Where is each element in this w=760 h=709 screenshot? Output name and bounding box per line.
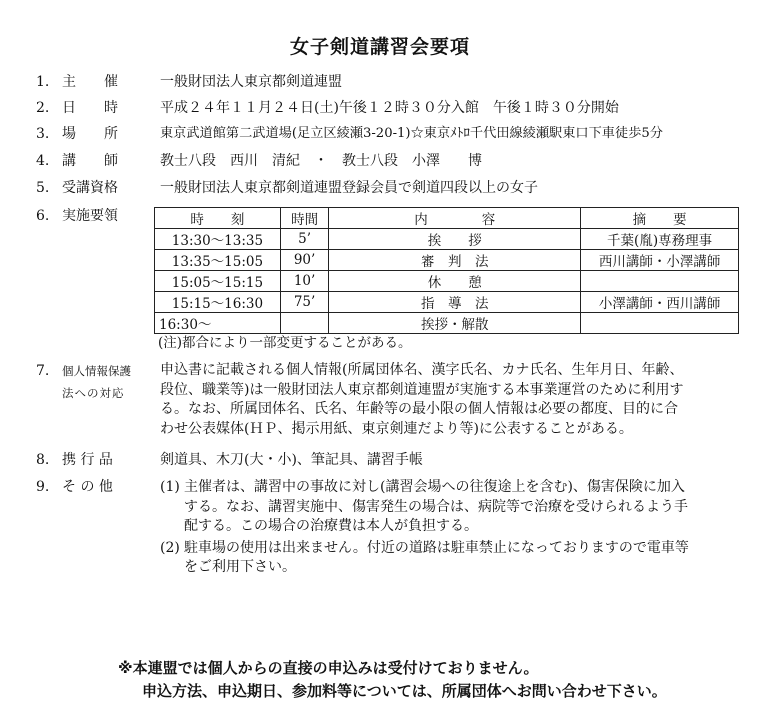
item-number: 2. xyxy=(36,100,50,116)
cell-content: 指 導 法 xyxy=(329,292,581,313)
cell-content: 挨拶・解散 xyxy=(329,313,581,334)
item-number: 7. xyxy=(36,363,50,379)
item-value: 教士八段 西川 清紀 ・ 教士八段 小澤 博 xyxy=(160,153,482,169)
item-value: 一般財団法人東京都剣道連盟 xyxy=(160,74,342,90)
cell-remarks: 千葉(胤)専務理事 xyxy=(581,229,739,250)
other-notes xyxy=(160,478,740,578)
item-label: 主 催 xyxy=(62,74,118,90)
note-line: する。なお、講習実施中、傷害発生の場合は、病院等で治療を受けられるよう手 xyxy=(184,498,688,515)
cell-duration: 10’ xyxy=(280,271,328,292)
cell-remarks: 西川講師・小澤講師 xyxy=(581,250,739,271)
item-label: 講 師 xyxy=(62,153,118,169)
cell-time: 16:30～ xyxy=(155,313,281,334)
item-datetime xyxy=(0,97,760,119)
paragraph-line: 段位、職業等)は一般財団法人東京都剣道連盟が実施する本事業運営のために利用す xyxy=(160,381,684,398)
cell-time: 13:30～13:35 xyxy=(155,229,281,250)
note-line: 配する。この場合の治療費は本人が負担する。 xyxy=(184,518,478,534)
document-title: 女子剣道講習会要項 xyxy=(289,36,470,58)
privacy-paragraph xyxy=(160,361,720,439)
item-number: 6. xyxy=(36,208,50,224)
note-marker: (1) xyxy=(160,479,180,495)
cell-content: 休 憩 xyxy=(329,271,581,292)
item-belongings xyxy=(0,449,760,471)
header-remarks: 摘 要 xyxy=(581,208,739,229)
item-label: そ の 他 xyxy=(62,479,113,495)
note-marker: (2) xyxy=(160,539,180,556)
item-organizer xyxy=(0,71,760,93)
item-number: 5. xyxy=(36,180,50,196)
other-note-1 xyxy=(160,478,740,537)
item-number: 8. xyxy=(36,452,50,468)
cell-remarks: 小澤講師・西川講師 xyxy=(581,292,739,313)
item-label: 実施要領 xyxy=(62,208,118,224)
cell-content: 審 判 法 xyxy=(329,250,581,271)
paragraph-line: 申込書に記載される個人情報(所属団体名、漢字氏名、カナ氏名、生年月日、年齢、 xyxy=(160,362,684,378)
header-duration: 時間 xyxy=(280,208,328,229)
schedule-table xyxy=(154,207,739,334)
schedule-note: (注)都合により一部変更することがある。 xyxy=(158,335,412,351)
cell-time: 15:15～16:30 xyxy=(155,292,281,313)
cell-content: 挨 拶 xyxy=(329,229,581,250)
paragraph-line: る。なお、所属団体名、氏名、年齢等の最小限の個人情報は必要の都度、目的に合 xyxy=(160,401,678,417)
item-label: 場 所 xyxy=(62,126,118,142)
note-line: 主催者は、講習中の事故に対し(講習会場への往復途上を含む)、傷害保険に加入 xyxy=(184,479,685,495)
item-value: 東京武道館第二武道場(足立区綾瀬3-20-1)☆東京ﾒﾄﾛ千代田線綾瀬駅東口下車徒歩5分 xyxy=(160,126,663,141)
item-value: 一般財団法人東京都剣道連盟登録会員で剣道四段以上の女子 xyxy=(160,180,538,196)
table-row xyxy=(155,229,739,250)
item-label: 日 時 xyxy=(62,100,118,116)
cell-time: 15:05～15:15 xyxy=(155,271,281,292)
other-note-2 xyxy=(160,539,740,578)
cell-time: 13:35～15:05 xyxy=(155,250,281,271)
table-row xyxy=(155,292,739,313)
item-number: 4. xyxy=(36,153,50,169)
item-label xyxy=(62,360,131,404)
table-row xyxy=(155,271,739,292)
cell-duration: 90’ xyxy=(280,250,328,271)
item-value: 平成２４年１１月２４日(土)午後１２時３０分入館 午後１時３０分開始 xyxy=(160,100,619,116)
note-line: をご利用下さい。 xyxy=(184,559,296,575)
schedule-header-row xyxy=(155,208,739,229)
cell-duration: 5’ xyxy=(280,229,328,250)
item-number: 9. xyxy=(36,479,50,495)
label-line: 法への対応 xyxy=(62,386,125,400)
header-time: 時 刻 xyxy=(155,208,281,229)
item-number: 1. xyxy=(36,74,50,90)
item-label: 受講資格 xyxy=(62,180,118,196)
item-value: 剣道具、木刀(大・小)、筆記具、講習手帳 xyxy=(160,452,423,468)
label-line: 個人情報保護 xyxy=(62,364,131,378)
item-label: 携 行 品 xyxy=(62,452,113,468)
footer-line-2: 申込方法、申込期日、参加料等については、所属団体へお問い合わせ下さい。 xyxy=(142,682,667,700)
cell-duration: 75’ xyxy=(280,292,328,313)
table-row xyxy=(155,250,739,271)
item-number: 3. xyxy=(36,126,50,142)
cell-remarks xyxy=(581,271,739,292)
header-content: 内 容 xyxy=(329,208,581,229)
item-instructors xyxy=(0,150,760,172)
item-venue xyxy=(0,123,760,145)
cell-remarks xyxy=(581,313,739,334)
note-line: 駐車場の使用は出来ません。付近の道路は駐車禁止になっておりますので電車等 xyxy=(184,539,689,556)
item-eligibility xyxy=(0,177,760,199)
paragraph-line: わせ公表媒体(ＨＰ、掲示用紙、東京剣連だより等)に公表することがある。 xyxy=(160,420,633,437)
footer-line-1: ※本連盟では個人からの直接の申込みは受付けておりません。 xyxy=(118,659,539,677)
